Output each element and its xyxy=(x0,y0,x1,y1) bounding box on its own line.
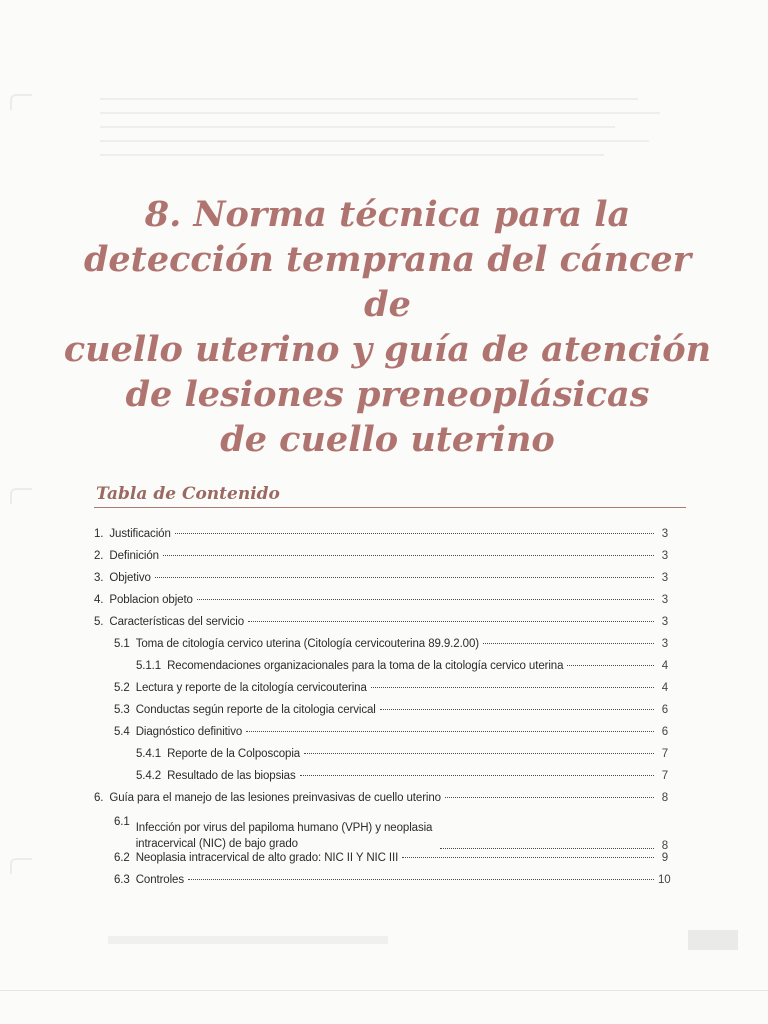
toc-entry-label: Recomendaciones organizacionales para la toma de la citología cervico uterina xyxy=(167,660,564,672)
toc-entry-label: Toma de citología cervico uterina (Citología cervicouterina 89.9.2.00) xyxy=(135,638,479,650)
toc-entry-number: 5. xyxy=(94,616,104,628)
toc-entry[interactable] xyxy=(94,792,668,814)
toc-entry[interactable] xyxy=(94,852,668,874)
toc-entry-number: 6.1 xyxy=(114,816,130,828)
toc-entry-page: 7 xyxy=(661,770,668,782)
toc-entry-page: 3 xyxy=(661,550,668,562)
toc-entry-page: 10 xyxy=(658,874,671,886)
title-line: cuello uterino y guía de atención xyxy=(63,329,712,370)
toc-entry[interactable] xyxy=(94,638,668,660)
toc-entry-page: 6 xyxy=(661,704,668,716)
toc-entry[interactable] xyxy=(94,528,668,550)
faded-text-block xyxy=(100,98,660,168)
toc-entry-page: 3 xyxy=(661,528,668,540)
toc-entry-number: 6. xyxy=(94,792,104,804)
toc-entry-label: Controles xyxy=(135,874,185,886)
dot-leader xyxy=(188,879,654,880)
document-title xyxy=(60,192,715,462)
toc-entry-number: 1. xyxy=(94,528,104,540)
toc-entry-page: 3 xyxy=(661,594,668,606)
toc-entry[interactable] xyxy=(94,704,668,726)
table-of-contents xyxy=(94,528,671,896)
title-line: de cuello uterino xyxy=(220,419,555,460)
toc-entry[interactable] xyxy=(94,550,668,572)
dot-leader xyxy=(304,753,654,754)
toc-entry-number: 6.3 xyxy=(114,874,130,886)
dot-leader xyxy=(246,731,654,732)
toc-entry-page: 3 xyxy=(661,638,668,650)
toc-entry[interactable] xyxy=(94,660,668,682)
toc-entry[interactable] xyxy=(94,770,668,792)
toc-entry-label: Definición xyxy=(109,550,159,562)
toc-entry[interactable] xyxy=(94,748,668,770)
toc-entry[interactable] xyxy=(94,726,668,748)
toc-entry-number: 5.4.1 xyxy=(136,748,162,760)
toc-entry[interactable] xyxy=(94,874,671,896)
page-edge xyxy=(0,990,768,991)
toc-entry-number: 5.4.2 xyxy=(136,770,162,782)
dot-leader xyxy=(371,687,654,688)
dot-leader xyxy=(402,857,654,858)
toc-divider xyxy=(94,507,686,508)
dot-leader xyxy=(163,555,654,556)
dot-leader xyxy=(483,643,654,644)
toc-entry-label: Infección por virus del papiloma humano (VPH) y neoplasia intracervical (NIC) de bajo grado xyxy=(135,822,433,850)
title-line: detección temprana del cáncer de xyxy=(83,239,692,325)
toc-entry-page: 3 xyxy=(661,616,668,628)
margin-mark xyxy=(10,858,32,874)
toc-entry-number: 6.2 xyxy=(114,852,130,864)
dot-leader xyxy=(440,848,654,849)
toc-entry-label: Características del servicio xyxy=(109,616,245,628)
toc-entry-page: 3 xyxy=(661,572,668,584)
dot-leader xyxy=(567,665,654,666)
toc-entry-label: Guía para el manejo de las lesiones preinvasivas de cuello uterino xyxy=(109,792,441,804)
page-number-box xyxy=(688,930,738,950)
toc-entry[interactable] xyxy=(94,572,668,594)
toc-entry-page: 8 xyxy=(661,792,668,804)
toc-entry-number: 5.1.1 xyxy=(136,660,162,672)
toc-entry-label: Neoplasia intracervical de alto grado: NIC II Y NIC III xyxy=(135,852,399,864)
faded-footer-text xyxy=(108,936,388,944)
toc-entry-page: 7 xyxy=(661,748,668,760)
dot-leader xyxy=(155,577,654,578)
toc-entry-number: 5.4 xyxy=(114,726,130,738)
toc-entry-number: 5.2 xyxy=(114,682,130,694)
toc-entry-label: Conductas según reporte de la citologia cervical xyxy=(135,704,376,716)
title-line: de lesiones preneoplásicas xyxy=(125,374,650,415)
toc-entry-label: Poblacion objeto xyxy=(109,594,193,606)
dot-leader xyxy=(248,621,654,622)
toc-entry[interactable] xyxy=(94,682,668,704)
toc-entry-page: 8 xyxy=(661,840,668,852)
toc-entry[interactable] xyxy=(94,814,668,852)
dot-leader xyxy=(300,775,654,776)
toc-entry-number: 5.1 xyxy=(114,638,130,650)
toc-entry-number: 2. xyxy=(94,550,104,562)
toc-entry-label: Justificación xyxy=(109,528,171,540)
toc-entry-page: 4 xyxy=(661,682,668,694)
toc-entry-page: 9 xyxy=(661,852,668,864)
toc-entry-label: Reporte de la Colposcopia xyxy=(167,748,301,760)
dot-leader xyxy=(175,533,654,534)
toc-entry-page: 6 xyxy=(661,726,668,738)
toc-entry-number: 3. xyxy=(94,572,104,584)
toc-entry-label: Resultado de las biopsias xyxy=(167,770,296,782)
dot-leader xyxy=(445,797,654,798)
toc-entry-number: 5.3 xyxy=(114,704,130,716)
toc-entry-number: 4. xyxy=(94,594,104,606)
toc-entry-label: Diagnóstico definitivo xyxy=(135,726,243,738)
toc-entry-label: Objetivo xyxy=(109,572,151,584)
toc-entry[interactable] xyxy=(94,616,668,638)
toc-entry[interactable] xyxy=(94,594,668,616)
dot-leader xyxy=(197,599,654,600)
toc-entry-page: 4 xyxy=(661,660,668,672)
toc-heading: Tabla de Contenido xyxy=(96,484,280,504)
dot-leader xyxy=(380,709,654,710)
margin-mark xyxy=(10,488,32,504)
title-line: 8. Norma técnica para la xyxy=(144,194,631,235)
margin-mark xyxy=(10,94,32,110)
toc-entry-label: Lectura y reporte de la citología cervicouterina xyxy=(135,682,367,694)
